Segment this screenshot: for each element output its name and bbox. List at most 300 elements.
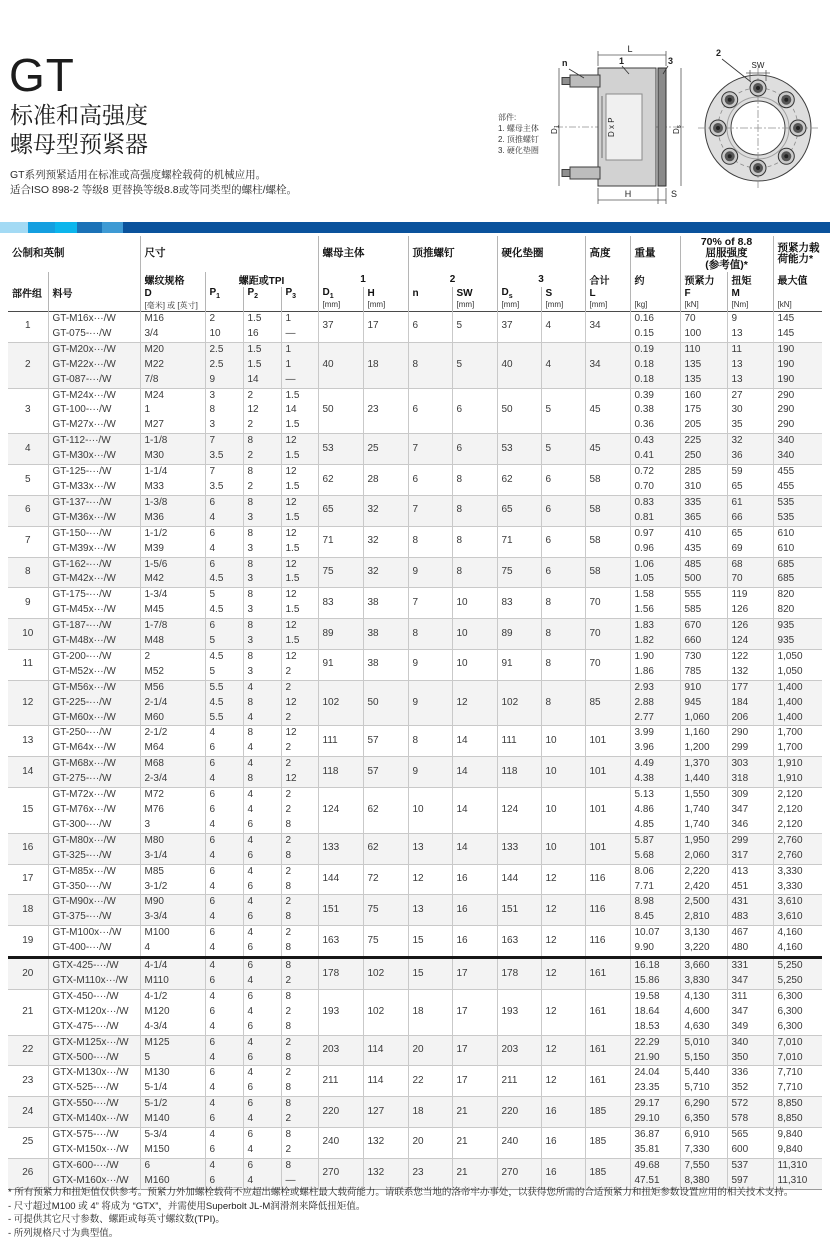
height-l-cell: 101: [585, 833, 630, 864]
header-symbol: M: [727, 287, 773, 300]
torque-cell: 13: [727, 327, 773, 342]
pitch1-cell: 4: [205, 849, 243, 864]
jackscrew-sw-cell: 14: [452, 833, 497, 864]
part-number-cell: GT-M100x···/W: [48, 926, 140, 941]
accent-bar-segment: [77, 222, 102, 233]
height-l-cell: 161: [585, 1035, 630, 1066]
washer-ds-cell: 118: [497, 757, 541, 788]
washer-ds-cell: 37: [497, 312, 541, 343]
max-load-cell: 1,050: [773, 665, 822, 680]
weight-cell: 0.97: [630, 526, 680, 541]
subtitle-line-1: 标准和高强度: [10, 102, 148, 128]
preload-cell: 585: [680, 603, 727, 618]
pitch2-cell: 3: [243, 511, 281, 526]
nut-d1-cell: 220: [318, 1097, 363, 1128]
washer-s-cell: 12: [541, 864, 585, 895]
part-group-cell: 2: [8, 342, 48, 388]
jackscrew-sw-cell: 14: [452, 726, 497, 757]
part-group-cell: 9: [8, 588, 48, 619]
weight-cell: 0.41: [630, 449, 680, 464]
pitch1-cell: 6: [205, 1112, 243, 1127]
washer-ds-cell: 102: [497, 680, 541, 726]
pitch2-cell: 3: [243, 572, 281, 587]
part-number-cell: GT-M56x···/W: [48, 680, 140, 695]
pitch1-cell: 3.5: [205, 449, 243, 464]
height-l-cell: 58: [585, 495, 630, 526]
torque-cell: 61: [727, 495, 773, 510]
table-row: [8, 726, 822, 741]
part-number-cell: GT-M72x···/W: [48, 788, 140, 803]
jackscrew-n-cell: 18: [408, 1097, 452, 1128]
washer-ds-cell: 50: [497, 388, 541, 434]
preload-cell: 175: [680, 403, 727, 418]
max-load-cell: 935: [773, 634, 822, 649]
part-number-cell: GT-M60x···/W: [48, 711, 140, 726]
part-number-cell: GT-275-···/W: [48, 772, 140, 787]
pitch3-cell: 8: [281, 989, 318, 1004]
header-symbol: D: [140, 287, 205, 300]
preload-cell: 335: [680, 495, 727, 510]
pitch2-cell: 3: [243, 603, 281, 618]
table-row: [8, 1097, 822, 1112]
header-sub: 约: [630, 272, 680, 287]
pitch3-cell: 2: [281, 864, 318, 879]
header-symbol: F: [680, 287, 727, 300]
pitch3-cell: 2: [281, 1143, 318, 1158]
pitch3-cell: 8: [281, 849, 318, 864]
header-unit: [kN]: [680, 300, 727, 312]
nut-h-cell: 62: [363, 788, 408, 834]
header-part-no: 料号: [48, 272, 140, 312]
weight-cell: 19.58: [630, 989, 680, 1004]
torque-cell: 572: [727, 1097, 773, 1112]
nut-h-cell: 38: [363, 588, 408, 619]
dim-label-Ds: Ds: [672, 125, 683, 134]
part-group-cell: 12: [8, 680, 48, 726]
washer-ds-cell: 75: [497, 557, 541, 588]
header-unit: [mm]: [541, 300, 585, 312]
weight-cell: 0.81: [630, 511, 680, 526]
max-load-cell: 1,400: [773, 680, 822, 695]
washer-s-cell: 4: [541, 342, 585, 388]
pitch1-cell: 4: [205, 941, 243, 957]
pitch2-cell: 6: [243, 958, 281, 974]
nut-h-cell: 132: [363, 1158, 408, 1189]
washer-ds-cell: 193: [497, 989, 541, 1035]
pitch1-cell: 4: [205, 726, 243, 741]
preload-cell: 410: [680, 526, 727, 541]
jackscrew-sw-cell: 21: [452, 1128, 497, 1159]
nut-d1-cell: 144: [318, 864, 363, 895]
table-row: [8, 833, 822, 848]
header-symbol: $P_2$: [243, 287, 281, 300]
preload-cell: 6,910: [680, 1128, 727, 1143]
nut-h-cell: 32: [363, 557, 408, 588]
nut-h-cell: 62: [363, 833, 408, 864]
pitch3-cell: —: [281, 373, 318, 388]
pitch1-cell: 6: [205, 864, 243, 879]
part-number-cell: GT-M68x···/W: [48, 757, 140, 772]
weight-cell: 15.86: [630, 974, 680, 989]
part-group-cell: 24: [8, 1097, 48, 1128]
max-load-cell: 11,310: [773, 1158, 822, 1173]
pitch2-cell: 8: [243, 696, 281, 711]
washer-ds-cell: 62: [497, 465, 541, 496]
washer-s-cell: 12: [541, 958, 585, 990]
washer-s-cell: 12: [541, 926, 585, 958]
torque-cell: 59: [727, 465, 773, 480]
pitch2-cell: 4: [243, 803, 281, 818]
pitch3-cell: 1.5: [281, 542, 318, 557]
thread-size-cell: M52: [140, 665, 205, 680]
max-load-cell: 190: [773, 342, 822, 357]
weight-cell: 8.45: [630, 910, 680, 925]
thread-size-cell: 2-3/4: [140, 772, 205, 787]
preload-cell: 8,380: [680, 1174, 727, 1189]
thread-size-cell: 3-1/2: [140, 880, 205, 895]
part-number-cell: GTX-M130x···/W: [48, 1066, 140, 1081]
pitch1-cell: 8: [205, 403, 243, 418]
callout-2: 2: [716, 48, 722, 58]
thread-size-cell: 6: [140, 1158, 205, 1173]
pitch1-cell: 6: [205, 741, 243, 756]
max-load-cell: 8,850: [773, 1112, 822, 1127]
weight-cell: 21.90: [630, 1051, 680, 1066]
nut-h-cell: 38: [363, 649, 408, 680]
table-row: [8, 1066, 822, 1081]
nut-d1-cell: 133: [318, 833, 363, 864]
jackscrew-n-cell: 22: [408, 1066, 452, 1097]
preload-cell: 1,550: [680, 788, 727, 803]
part-number-cell: GTX-M160x···/W: [48, 1174, 140, 1189]
table-row: [8, 342, 822, 357]
part-number-cell: GT-162-···/W: [48, 557, 140, 572]
thread-size-cell: 3/4: [140, 327, 205, 342]
pitch2-cell: 6: [243, 818, 281, 833]
pitch3-cell: 2: [281, 803, 318, 818]
thread-size-cell: 2-1/4: [140, 696, 205, 711]
pitch3-cell: 1: [281, 312, 318, 327]
preload-cell: 1,060: [680, 711, 727, 726]
preload-cell: 310: [680, 480, 727, 495]
pitch1-cell: 6: [205, 757, 243, 772]
torque-cell: 451: [727, 880, 773, 895]
washer-ds-cell: 220: [497, 1097, 541, 1128]
part-number-cell: GTX-525-···/W: [48, 1081, 140, 1096]
max-load-cell: 1,910: [773, 772, 822, 787]
header-sub: 扭矩: [727, 272, 773, 287]
thread-size-cell: 2: [140, 649, 205, 664]
pitch1-cell: 6: [205, 788, 243, 803]
part-number-cell: GT-M20x···/W: [48, 342, 140, 357]
jackscrew-n-cell: 9: [408, 649, 452, 680]
preload-cell: 2,810: [680, 910, 727, 925]
weight-cell: 35.81: [630, 1143, 680, 1158]
part-number-cell: GTX-M140x···/W: [48, 1112, 140, 1127]
height-l-cell: 185: [585, 1128, 630, 1159]
nut-d1-cell: 111: [318, 726, 363, 757]
pitch1-cell: 4.5: [205, 649, 243, 664]
pitch3-cell: 8: [281, 958, 318, 974]
max-load-cell: 11,310: [773, 1174, 822, 1189]
pitch3-cell: 12: [281, 619, 318, 634]
torque-cell: 311: [727, 989, 773, 1004]
pitch2-cell: 6: [243, 1097, 281, 1112]
washer-ds-cell: 124: [497, 788, 541, 834]
washer-s-cell: 12: [541, 1066, 585, 1097]
header-sub: 预紧力: [680, 272, 727, 287]
thread-size-cell: 1-5/6: [140, 557, 205, 572]
washer-s-cell: 6: [541, 465, 585, 496]
part-number-cell: GTX-M125x···/W: [48, 1035, 140, 1050]
preload-cell: 1,740: [680, 803, 727, 818]
pitch1-cell: 4: [205, 1097, 243, 1112]
nut-d1-cell: 62: [318, 465, 363, 496]
torque-cell: 206: [727, 711, 773, 726]
pitch3-cell: 14: [281, 403, 318, 418]
jackscrew-n-cell: 8: [408, 726, 452, 757]
header-group: 预紧力载 荷能力*: [773, 236, 822, 272]
pitch3-cell: 2: [281, 833, 318, 848]
max-load-cell: 7,710: [773, 1081, 822, 1096]
part-number-cell: GTX-M110x···/W: [48, 974, 140, 989]
pitch2-cell: 1.5: [243, 358, 281, 373]
preload-cell: 7,550: [680, 1158, 727, 1173]
pitch2-cell: 4: [243, 788, 281, 803]
jackscrew-sw-cell: 8: [452, 495, 497, 526]
height-l-cell: 34: [585, 312, 630, 343]
jackscrew-n-cell: 7: [408, 588, 452, 619]
torque-cell: 480: [727, 941, 773, 957]
part-number-cell: GT-M27x···/W: [48, 418, 140, 433]
pitch1-cell: 4: [205, 772, 243, 787]
header-unit: [Nm]: [727, 300, 773, 312]
pitch1-cell: 4: [205, 818, 243, 833]
height-l-cell: 116: [585, 926, 630, 958]
thread-size-cell: M24: [140, 388, 205, 403]
pitch2-cell: 8: [243, 495, 281, 510]
pitch2-cell: 4: [243, 974, 281, 989]
page-title: GT: [9, 49, 75, 101]
header-unit: [kN]: [773, 300, 822, 312]
preload-cell: 1,440: [680, 772, 727, 787]
max-load-cell: 190: [773, 373, 822, 388]
thread-size-cell: M90: [140, 895, 205, 910]
torque-cell: 347: [727, 1005, 773, 1020]
weight-cell: 0.96: [630, 542, 680, 557]
max-load-cell: 3,330: [773, 864, 822, 879]
pitch3-cell: 8: [281, 1020, 318, 1035]
weight-cell: 4.85: [630, 818, 680, 833]
pitch2-cell: 4: [243, 741, 281, 756]
header-group: 高度: [585, 236, 630, 272]
pitch3-cell: 1: [281, 358, 318, 373]
table-row: [8, 619, 822, 634]
spec-table: [8, 236, 822, 1190]
table-row: [8, 1035, 822, 1050]
header-unit: [mm]: [318, 300, 363, 312]
preload-cell: 5,150: [680, 1051, 727, 1066]
thread-size-cell: M130: [140, 1066, 205, 1081]
max-load-cell: 2,120: [773, 803, 822, 818]
washer-ds-cell: 65: [497, 495, 541, 526]
part-group-cell: 3: [8, 388, 48, 434]
description-line-1: GT系列预紧适用在标准或高强度螺栓载荷的机械应用。: [10, 169, 267, 181]
pitch2-cell: 1.5: [243, 342, 281, 357]
thread-size-cell: 5: [140, 1051, 205, 1066]
torque-cell: 347: [727, 974, 773, 989]
height-l-cell: 185: [585, 1158, 630, 1189]
nut-d1-cell: 118: [318, 757, 363, 788]
preload-cell: 135: [680, 358, 727, 373]
part-number-cell: GT-M30x···/W: [48, 449, 140, 464]
dim-label-H: H: [624, 189, 632, 199]
thread-size-cell: M33: [140, 480, 205, 495]
thread-size-cell: M100: [140, 926, 205, 941]
header-group: 公制和英制: [12, 247, 65, 260]
thread-size-cell: M42: [140, 572, 205, 587]
pitch3-cell: 12: [281, 588, 318, 603]
torque-cell: 66: [727, 511, 773, 526]
nut-h-cell: 32: [363, 495, 408, 526]
thread-size-cell: 1-3/4: [140, 588, 205, 603]
torque-cell: 184: [727, 696, 773, 711]
header-part-group: 部件组: [12, 289, 42, 300]
weight-cell: 8.98: [630, 895, 680, 910]
nut-d1-cell: 178: [318, 958, 363, 990]
pitch1-cell: 6: [205, 926, 243, 941]
header-unit: [mm]: [363, 300, 408, 312]
torque-cell: 578: [727, 1112, 773, 1127]
thread-size-cell: M30: [140, 449, 205, 464]
height-l-cell: 70: [585, 588, 630, 619]
nut-d1-cell: 270: [318, 1158, 363, 1189]
torque-cell: 126: [727, 603, 773, 618]
pitch1-cell: 6: [205, 1035, 243, 1050]
table-row: [8, 434, 822, 449]
torque-cell: 413: [727, 864, 773, 879]
pitch3-cell: 8: [281, 910, 318, 925]
part-group-cell: 7: [8, 526, 48, 557]
torque-cell: 290: [727, 726, 773, 741]
jackscrew-n-cell: 10: [408, 788, 452, 834]
jackscrew-n-cell: 15: [408, 926, 452, 958]
torque-cell: 565: [727, 1128, 773, 1143]
pitch3-cell: 8: [281, 1158, 318, 1173]
jackscrew-n-cell: 20: [408, 1128, 452, 1159]
washer-s-cell: 6: [541, 495, 585, 526]
torque-cell: 65: [727, 526, 773, 541]
nut-d1-cell: 65: [318, 495, 363, 526]
nut-h-cell: 132: [363, 1128, 408, 1159]
torque-cell: 11: [727, 342, 773, 357]
dim-label-DxP: D x P: [607, 117, 616, 137]
jackscrew-sw-cell: 5: [452, 312, 497, 343]
thread-size-cell: M27: [140, 418, 205, 433]
header-unit: [243, 300, 281, 312]
preload-cell: 910: [680, 680, 727, 695]
pitch3-cell: 2: [281, 1035, 318, 1050]
part-number-cell: GT-M45x···/W: [48, 603, 140, 618]
nut-h-cell: 23: [363, 388, 408, 434]
height-l-cell: 116: [585, 895, 630, 926]
pitch2-cell: 4: [243, 926, 281, 941]
weight-cell: 0.70: [630, 480, 680, 495]
part-number-cell: GT-M52x···/W: [48, 665, 140, 680]
torque-cell: 299: [727, 741, 773, 756]
header-sub: 2: [408, 272, 497, 287]
thread-size-cell: 4-1/2: [140, 989, 205, 1004]
pitch1-cell: 2.5: [205, 342, 243, 357]
part-number-cell: GTX-425-···/W: [48, 958, 140, 974]
washer-s-cell: 12: [541, 989, 585, 1035]
part-number-cell: GT-M42x···/W: [48, 572, 140, 587]
max-load-cell: 4,160: [773, 941, 822, 957]
weight-cell: 0.19: [630, 342, 680, 357]
header-symbol: L: [585, 287, 630, 300]
pitch1-cell: 9: [205, 373, 243, 388]
pitch3-cell: 2: [281, 757, 318, 772]
nut-d1-cell: 211: [318, 1066, 363, 1097]
jackscrew-sw-cell: 6: [452, 434, 497, 465]
jackscrew-sw-cell: 21: [452, 1097, 497, 1128]
thread-size-cell: 3-1/4: [140, 849, 205, 864]
preload-cell: 135: [680, 373, 727, 388]
nut-d1-cell: 102: [318, 680, 363, 726]
jackscrew-n-cell: 18: [408, 989, 452, 1035]
washer-ds-cell: 240: [497, 1128, 541, 1159]
preload-cell: 7,330: [680, 1143, 727, 1158]
pitch3-cell: 8: [281, 880, 318, 895]
weight-cell: 0.38: [630, 403, 680, 418]
height-l-cell: 161: [585, 989, 630, 1035]
max-load-cell: 1,700: [773, 726, 822, 741]
max-load-cell: 1,700: [773, 741, 822, 756]
washer-s-cell: 4: [541, 312, 585, 343]
pitch1-cell: 3: [205, 388, 243, 403]
thread-size-cell: 3: [140, 818, 205, 833]
max-load-cell: 7,710: [773, 1066, 822, 1081]
pitch1-cell: 4: [205, 1051, 243, 1066]
torque-cell: 352: [727, 1081, 773, 1096]
max-load-cell: 685: [773, 557, 822, 572]
height-l-cell: 161: [585, 1066, 630, 1097]
jackscrew-bottom: [570, 167, 600, 179]
max-load-cell: 340: [773, 434, 822, 449]
preload-cell: 785: [680, 665, 727, 680]
preload-cell: 3,130: [680, 926, 727, 941]
table-row: [8, 588, 822, 603]
weight-cell: 29.10: [630, 1112, 680, 1127]
nut-d1-cell: 193: [318, 989, 363, 1035]
height-l-cell: 101: [585, 757, 630, 788]
pitch1-cell: 4: [205, 880, 243, 895]
jackscrew-sw-cell: 17: [452, 989, 497, 1035]
preload-cell: 1,160: [680, 726, 727, 741]
header-symbol: $P_3$: [281, 287, 318, 300]
jackscrew-sw-cell: 16: [452, 895, 497, 926]
height-l-cell: 101: [585, 726, 630, 757]
thread-size-cell: 1-1/8: [140, 434, 205, 449]
thread-size-cell: M68: [140, 757, 205, 772]
pitch3-cell: 12: [281, 772, 318, 787]
max-load-cell: 7,010: [773, 1035, 822, 1050]
thread-size-cell: M36: [140, 511, 205, 526]
header-symbol: $P_1$: [205, 287, 243, 300]
table-row: [8, 788, 822, 803]
jackscrew-sw-cell: 16: [452, 926, 497, 958]
pitch2-cell: 6: [243, 910, 281, 925]
